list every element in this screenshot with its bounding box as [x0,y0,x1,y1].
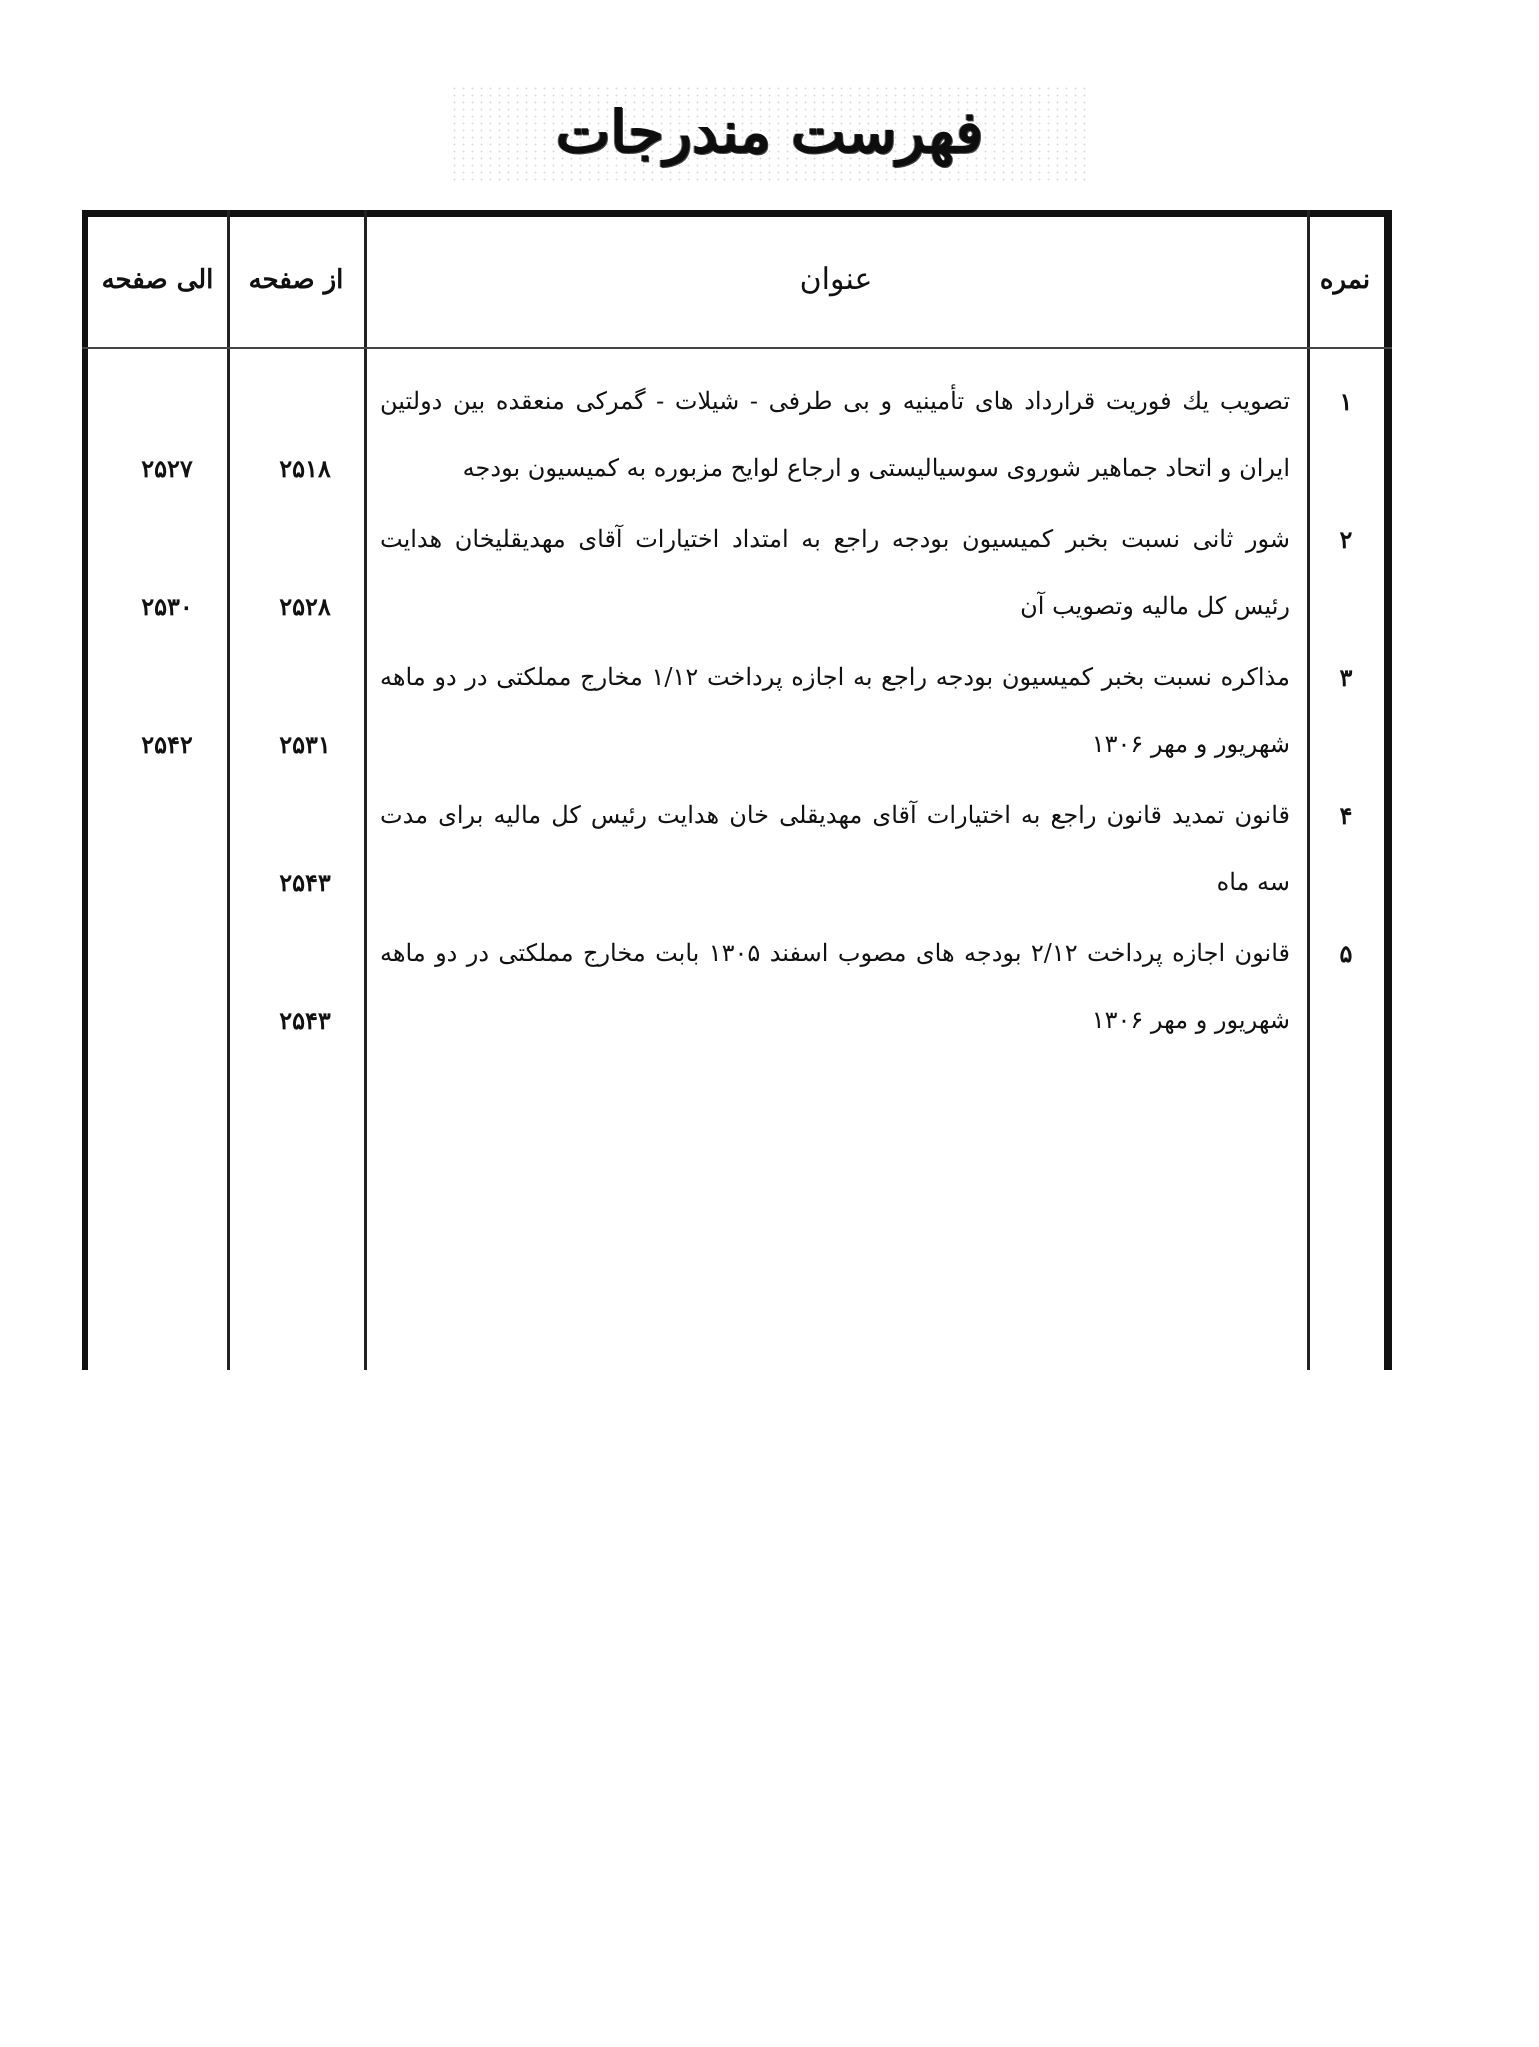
entry-number: ۱ [1339,387,1353,416]
entry-number: ۳ [1339,663,1353,692]
entry-from-page: ۲۵۳۱ [279,730,331,759]
page-title: فهرست مندرجات [555,98,984,166]
entry-title: قانون تمدید قانون راجع به اختیارات آقای مهدیقلی خان هدایت رئیس کل مالیه برای مدت سه ماه [380,801,1290,896]
header-divider [82,347,1392,349]
entry-from-page: ۲۵۱۸ [279,454,331,483]
table-top-border [82,210,1392,217]
entry-from-page: ۲۵۲۸ [279,592,331,621]
header-number: نمره [1319,265,1371,295]
entry-to-page: ۲۵۲۷ [141,454,193,483]
table-row [82,644,1392,778]
entries-list [82,368,1392,1058]
header-title: عنوان [799,262,873,297]
entry-number: ۲ [1339,525,1353,554]
table-row [82,368,1392,502]
header-to-page: الی صفحه [101,265,214,295]
entry-to-page: ۲۵۴۲ [141,730,193,759]
entry-title: شور ثانی نسبت بخبر کمیسیون بودجه راجع به امتداد اختیارات آقای مهدیقلیخان هدایت رئیس کل مالیه وتصویب آن [380,525,1290,620]
table-row [82,506,1392,640]
entry-to-page: ۲۵۳۰ [141,592,193,621]
entry-from-page: ۲۵۴۳ [279,868,331,897]
entry-title: قانون اجازه پرداخت ۲/۱۲ بودجه های مصوب اسفند ۱۳۰۵ بابت مخارج مملکتی در دو ماهه شهریور و مهر ۱۳۰۶ [380,939,1290,1034]
entry-title: تصویب یك فوریت قرارداد های تأمینیه و بی طرفی - شیلات - گمرکی منعقده بین دولتین ایران و اتحاد جماهیر شوروی سوسیالیستی و ارجاع لوایح مزبوره به کمیسیون بودجه [380,387,1290,482]
contents-table [82,210,1392,1370]
table-row [82,782,1392,916]
entry-number: ۴ [1339,801,1353,830]
entry-number: ۵ [1339,939,1353,968]
header-from-page: از صفحه [248,265,344,295]
entry-title: مذاکره نسبت بخبر کمیسیون بودجه راجع به اجازه پرداخت ۱/۱۲ مخارج مملکتی در دو ماهه شهریور و مهر ۱۳۰۶ [380,663,1290,758]
table-row [82,920,1392,1054]
entry-from-page: ۲۵۴۳ [279,1006,331,1035]
